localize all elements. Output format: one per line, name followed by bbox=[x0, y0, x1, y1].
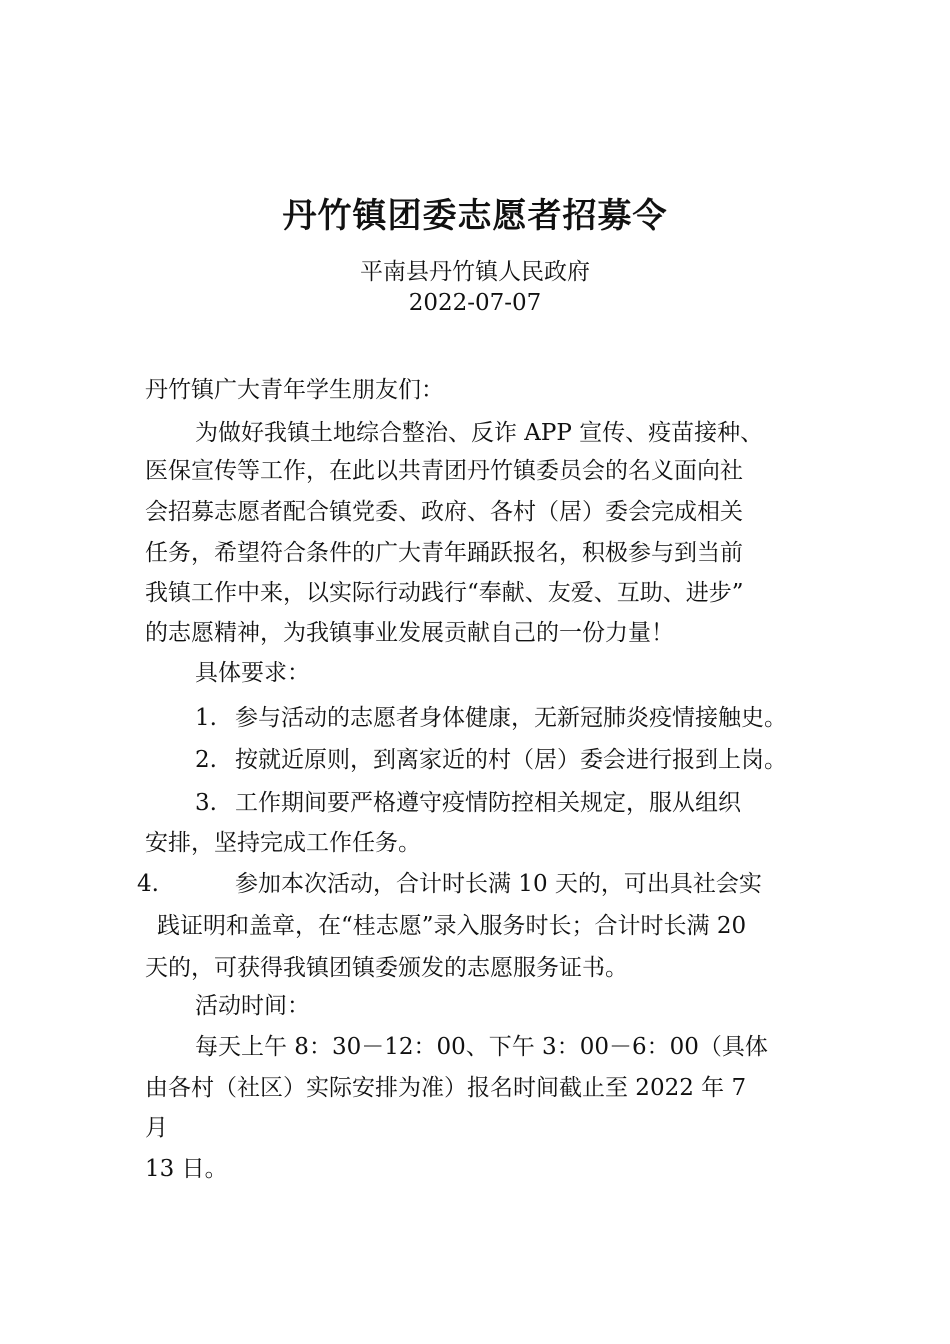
requirement-item: 安排，坚持完成工作任务。 bbox=[145, 830, 421, 856]
issuer: 平南县丹竹镇人民政府 bbox=[360, 259, 590, 285]
requirement-item: 践证明和盖章，在“桂志愿”录入服务时长；合计时长满 20 bbox=[157, 913, 747, 939]
time-line: 月 bbox=[145, 1115, 168, 1141]
list-number: 1. bbox=[195, 705, 217, 731]
intro-line: 的志愿精神，为我镇事业发展贡献自己的一份力量！ bbox=[145, 620, 674, 646]
intro-line: 会招募志愿者配合镇党委、政府、各村（居）委会完成相关 bbox=[145, 499, 743, 525]
time-heading: 活动时间： bbox=[195, 993, 310, 1019]
intro-line: 任务，希望符合条件的广大青年踊跃报名，积极参与到当前 bbox=[145, 540, 743, 566]
salutation: 丹竹镇广大青年学生朋友们： bbox=[145, 377, 444, 403]
requirements-heading: 具体要求： bbox=[195, 660, 310, 686]
document-title: 丹竹镇团委志愿者招募令 bbox=[282, 196, 668, 236]
time-line: 13 日。 bbox=[145, 1156, 228, 1182]
requirement-item: 参加本次活动，合计时长满 10 天的，可出具社会实 bbox=[235, 871, 762, 897]
list-number: 4. bbox=[137, 871, 159, 897]
time-line: 由各村（社区）实际安排为准）报名时间截止至 2022 年 7 bbox=[145, 1075, 747, 1101]
date: 2022-07-07 bbox=[408, 290, 542, 316]
list-number: 2. bbox=[195, 747, 217, 773]
intro-line: 我镇工作中来，以实际行动践行“奉献、友爱、互助、进步” bbox=[145, 580, 744, 606]
requirement-item: 天的，可获得我镇团镇委颁发的志愿服务证书。 bbox=[145, 955, 628, 981]
requirement-item: 参与活动的志愿者身体健康，无新冠肺炎疫情接触史。 bbox=[235, 705, 787, 731]
intro-line: 医保宣传等工作，在此以共青团丹竹镇委员会的名义面向社 bbox=[145, 458, 743, 484]
time-line: 每天上午 8：30－12：00、下午 3：00－6：00（具体 bbox=[195, 1034, 768, 1060]
list-number: 3. bbox=[195, 790, 217, 816]
requirement-item: 按就近原则，到离家近的村（居）委会进行报到上岗。 bbox=[235, 747, 787, 773]
intro-line: 为做好我镇土地综合整治、反诈 APP 宣传、疫苗接种、 bbox=[195, 420, 764, 446]
requirement-item: 工作期间要严格遵守疫情防控相关规定，服从组织 bbox=[235, 790, 741, 816]
